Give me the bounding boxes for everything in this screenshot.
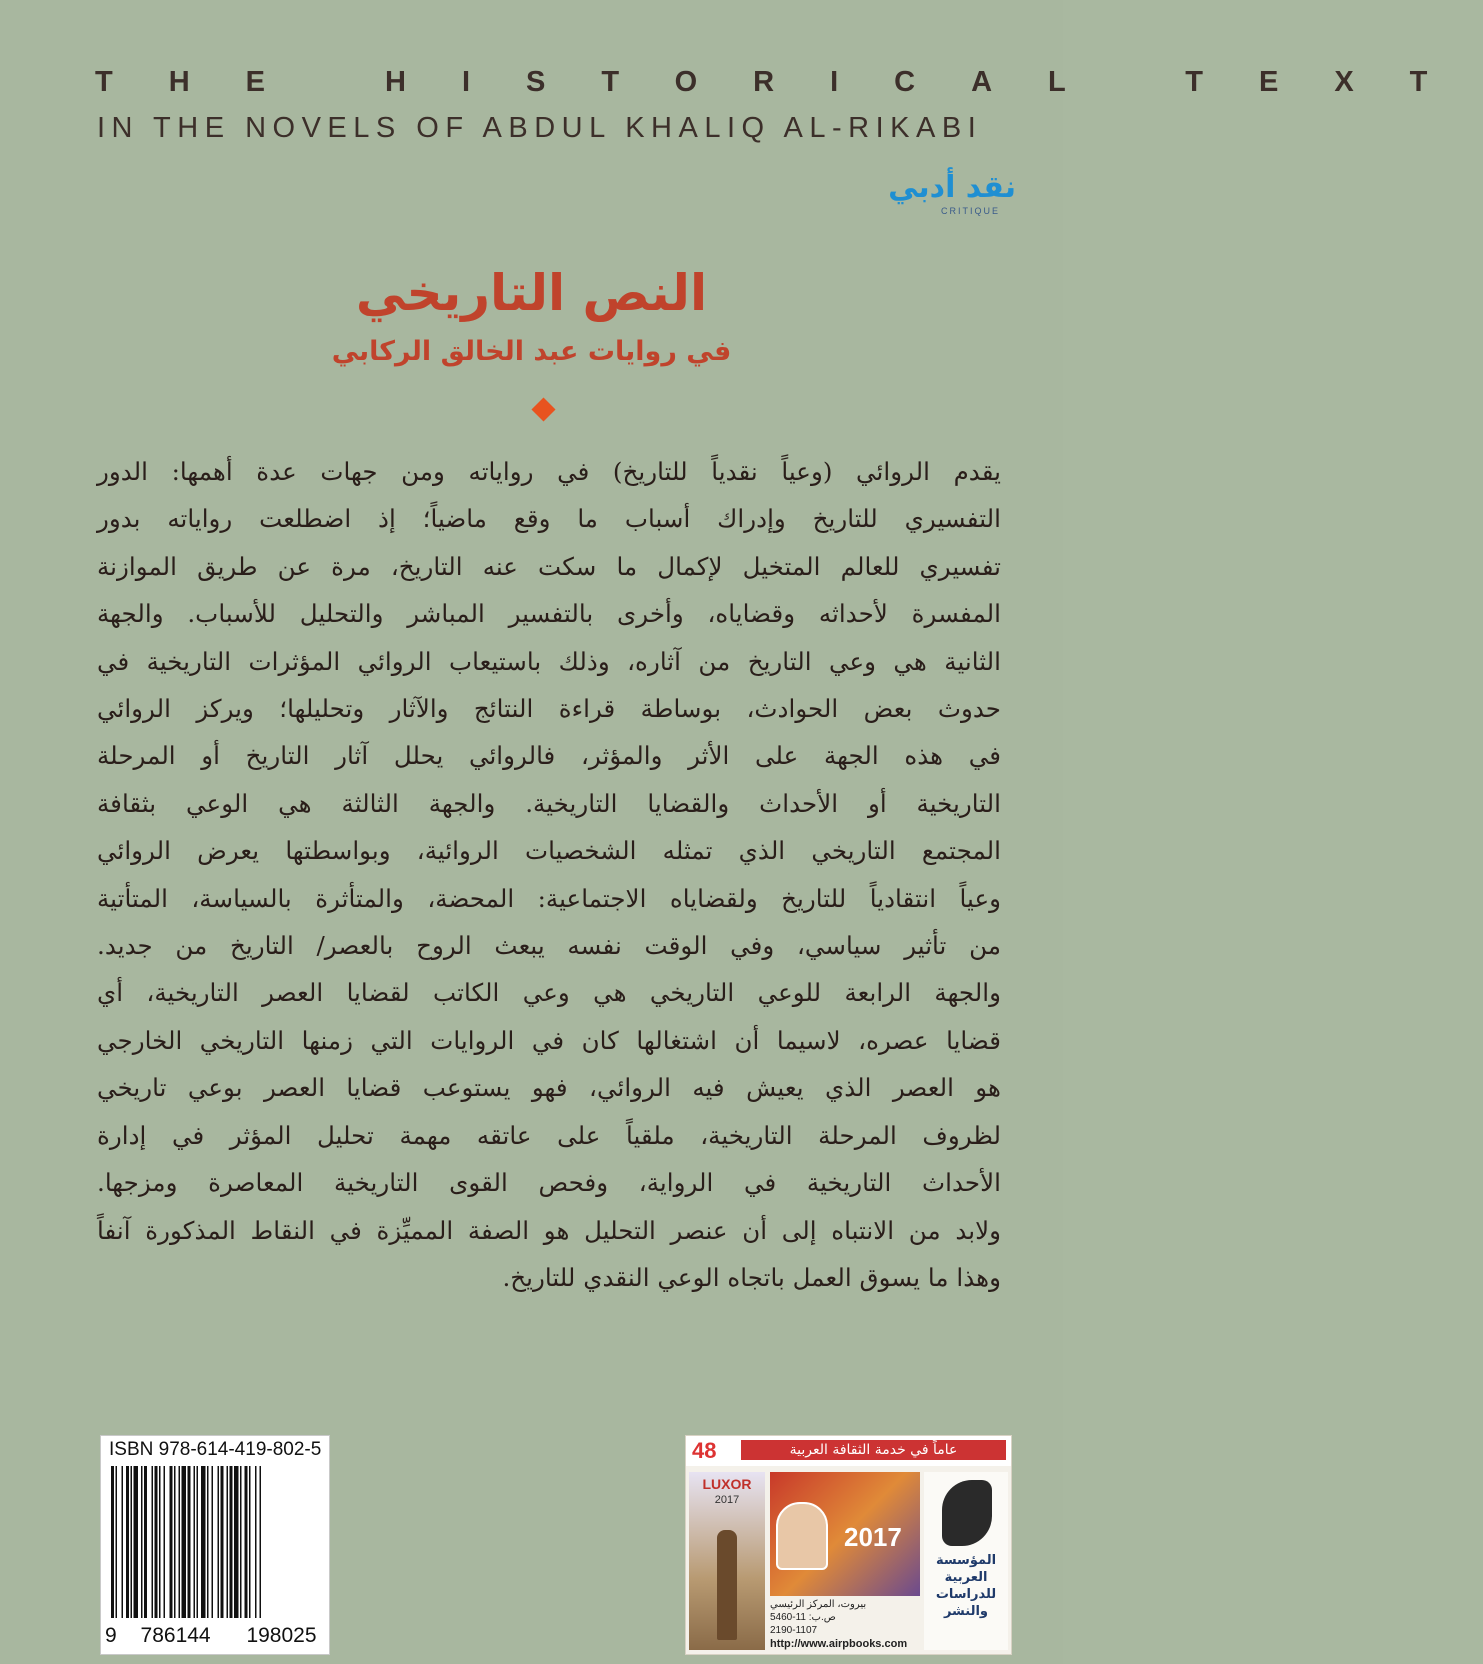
- barcode-bar: [134, 1466, 139, 1618]
- barcode-bar: [159, 1466, 161, 1618]
- publisher-address: [770, 1598, 920, 1637]
- publisher-name-line: المؤسسة: [935, 1553, 997, 1568]
- blurb-line: ولابد من الانتباه إلى أن عنصر التحليل هو الصفة المميِّزة في النقاط المذكورة آنفاً: [97, 1215, 1001, 1245]
- barcode-digits: [105, 1624, 325, 1648]
- luxor-label: LUXOR: [702, 1476, 752, 1492]
- barcode-bar: [155, 1466, 158, 1618]
- barcode-bar: [207, 1466, 209, 1618]
- blurb-line: والجهة الرابعة للوعي التاريخي هي وعي الكاتب لقضايا العصر التاريخية، أي: [97, 978, 1001, 1008]
- barcode-digits-left: 786144: [140, 1624, 211, 1647]
- barcode-bar: [179, 1466, 181, 1618]
- barcode-bar: [245, 1466, 248, 1618]
- barcode-bar: [188, 1466, 191, 1618]
- barcode-bar: [212, 1466, 214, 1618]
- blurb-line: يقدم الروائي (وعياً نقدياً للتاريخ) في رواياته ومن جهات عدة أهمها: الدور: [97, 457, 1001, 486]
- isbn-label: ISBN 978-614-419-802-5: [109, 1439, 322, 1460]
- barcode-digits-right: 198025: [246, 1624, 317, 1647]
- barcode-bar: [122, 1466, 124, 1618]
- blurb-line: المجتمع التاريخي الذي تمثله الشخصيات الروائية، وبواسطتها يعرض الروائي: [97, 836, 1001, 866]
- address-line: 2190-1107: [770, 1625, 818, 1636]
- stamp-year: 2017: [844, 1522, 902, 1552]
- barcode-bar: [201, 1466, 206, 1618]
- english-title: THE HISTORICAL TEXT: [95, 66, 1483, 98]
- barcode-bar: [260, 1466, 262, 1618]
- portrait-icon: [776, 1502, 828, 1570]
- blurb-line: قضايا عصره، لاسيما أن اشتغالها كان في الروايات التي زمنها التاريخي الخارجي: [97, 1025, 1001, 1055]
- barcode-bar: [227, 1466, 229, 1618]
- publisher-logo-panel: [924, 1472, 1008, 1650]
- publisher-url: http://www.airpbooks.com: [770, 1638, 908, 1650]
- barcode-bar: [194, 1466, 196, 1618]
- blurb-text: [97, 448, 1001, 1301]
- barcode-bar: [144, 1466, 147, 1618]
- luxor-year: 2017: [714, 1494, 740, 1506]
- arabic-subtitle: في روايات عبد الخالق الركابي: [331, 336, 732, 367]
- publisher-name-line: والنشر: [943, 1604, 989, 1619]
- blurb-line: من تأثير سياسي، وفي الوقت نفسه يبعث الروح بالعصر/ التاريخ من جديد.: [97, 931, 1001, 961]
- barcode-bar: [240, 1466, 242, 1618]
- stamp-banner: عاماً في خدمة الثقافة العربية: [741, 1440, 1006, 1460]
- blurb-line: التفسيري للتاريخ وإدراك أسباب ما وقع ماضياً؛ إذ اضطلعت رواياته بدور: [97, 504, 1001, 534]
- address-line: ص.ب: 11-5460: [770, 1612, 836, 1623]
- arabic-title: النص التاريخي: [355, 264, 708, 322]
- address-line: بيروت، المركز الرئيسي: [770, 1599, 867, 1610]
- barcode-bar: [131, 1466, 133, 1618]
- blurb-line: تفسيري للعالم المتخيل لإكمال ما سكت عنه التاريخ، مرة عن طريق الموازنة: [97, 551, 1001, 581]
- blurb-line: المفسرة لأحداثه وقضاياه، وأخرى بالتفسير المباشر والتحليل للأسباب. والجهة: [97, 599, 1001, 629]
- blurb-line: في هذه الجهة على الأثر والمؤثر، فالروائي يحلل آثار التاريخ أو المرحلة: [97, 741, 1001, 771]
- publisher-name-line: للدراسات: [935, 1587, 997, 1602]
- barcode-bar: [182, 1466, 187, 1618]
- blurb-line: حدوث بعض الحوادث، بوساطة قراءة النتائج والآثار وتحليلها؛ ويركز الروائي: [97, 694, 1001, 724]
- barcode-bar: [197, 1466, 199, 1618]
- barcode-bar: [152, 1466, 154, 1618]
- barcode-bar: [234, 1466, 239, 1618]
- stamp-artwork: [770, 1472, 920, 1596]
- publisher-name: [926, 1552, 1006, 1620]
- barcode-bar: [221, 1466, 224, 1618]
- blurb-line: التاريخية أو الأحداث والقضايا التاريخية. والجهة الثالثة هي الوعي بثقافة: [97, 788, 1001, 818]
- logo-english-text: CRITIQUE: [940, 206, 1000, 216]
- barcode-bar: [141, 1466, 143, 1618]
- barcode-bar: [174, 1466, 176, 1618]
- blurb-line: لظروف المرحلة التاريخية، ملقياً على عاتقه مهمة تحليل المؤثر في إدارة: [97, 1120, 1001, 1150]
- stamp-header: [686, 1436, 1011, 1466]
- barcode-bar: [164, 1466, 166, 1618]
- english-subtitle: IN THE NOVELS OF ABDUL KHALIQ AL-RIKABI: [97, 112, 983, 144]
- publisher-name-line: العربية: [944, 1570, 988, 1585]
- barcode-bars: [109, 1466, 321, 1618]
- barcode-digit-first: 9: [105, 1624, 117, 1647]
- blurb-line: الثانية هي وعي التاريخ من آثاره، وذلك باستيعاب الروائي المؤثرات التاريخية في: [97, 646, 1001, 676]
- barcode-bar: [230, 1466, 233, 1618]
- blurb-line: الأحداث التاريخية في الرواية، وفحص القوى التاريخية المعاصرة ومزجها.: [97, 1168, 1001, 1198]
- luxor-stamp-image: [689, 1472, 765, 1650]
- isbn-barcode: [100, 1435, 330, 1655]
- eagle-logo-icon: [942, 1480, 992, 1546]
- blurb-line: هو العصر الذي يعيش فيه الروائي، فهو يستوعب قضايا العصر بوعي تاريخي: [97, 1073, 1001, 1103]
- publisher-stamp: [685, 1435, 1012, 1655]
- stamp-number: 48: [692, 1438, 717, 1463]
- barcode-bar: [116, 1466, 118, 1618]
- diamond-ornament-icon: [531, 397, 555, 421]
- barcode-bar: [255, 1466, 257, 1618]
- barcode-bar: [126, 1466, 129, 1618]
- barcode-bar: [249, 1466, 251, 1618]
- barcode-bar: [111, 1466, 114, 1618]
- barcode-bar: [218, 1466, 220, 1618]
- critique-logo: [866, 170, 1016, 220]
- statue-icon: [717, 1530, 737, 1640]
- logo-arabic-text: نقد أدبي: [888, 170, 1016, 205]
- barcode-bar: [170, 1466, 173, 1618]
- blurb-line: وعياً انتقادياً للتاريخ ولقضاياه الاجتماعية: المحضة، والمتأثرة بالسياسة، المتأتية: [97, 883, 1001, 913]
- blurb-line: وهذا ما يسوق العمل باتجاه الوعي النقدي للتاريخ.: [502, 1262, 1001, 1292]
